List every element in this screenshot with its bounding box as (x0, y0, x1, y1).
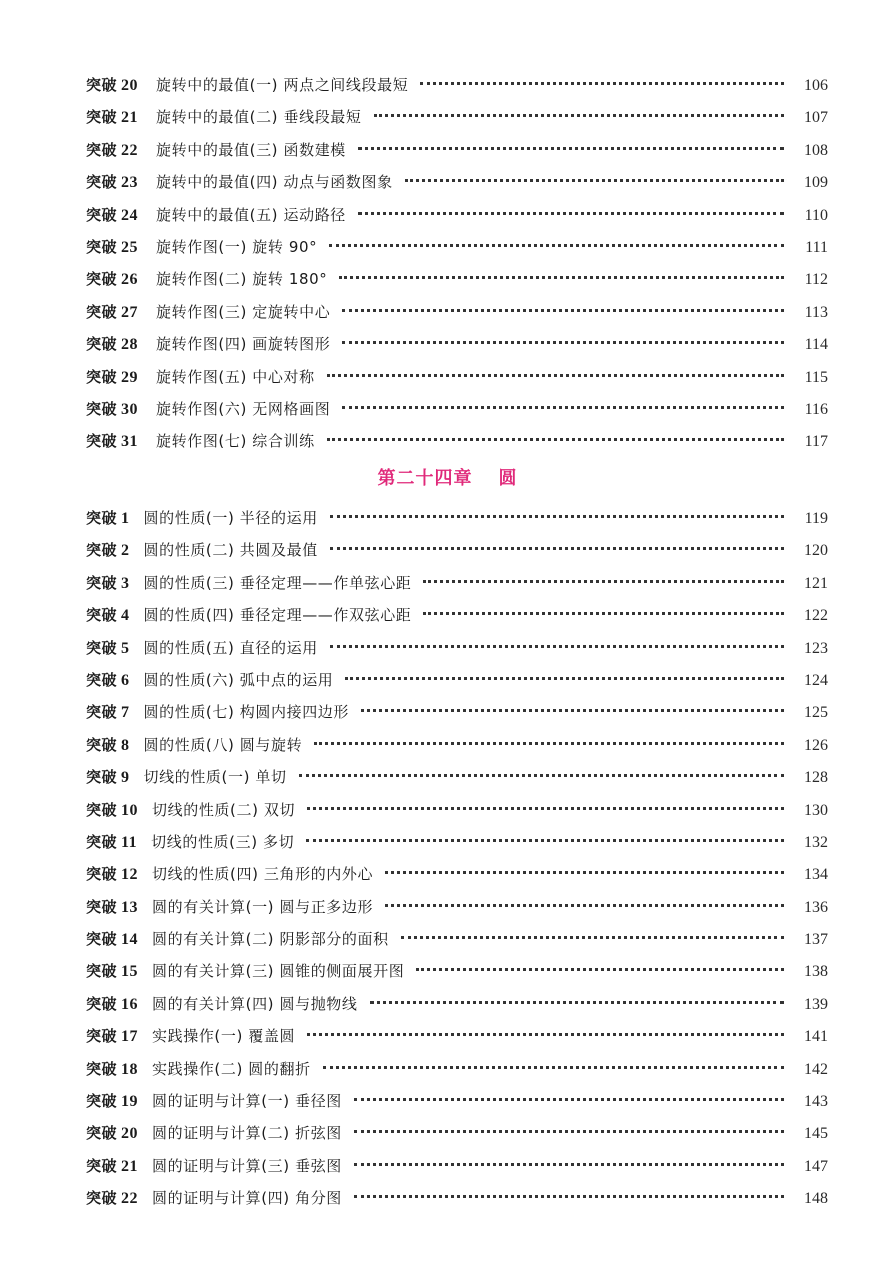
entry-page-number: 115 (804, 368, 828, 386)
toc-entry[interactable] (86, 1150, 828, 1182)
entry-page-number: 137 (804, 931, 828, 949)
chapter-number-label: 第二十四章 (377, 468, 473, 489)
toc-entry[interactable] (86, 794, 828, 826)
entry-title: 旋转中的最值(五) 运动路径 (156, 205, 346, 224)
dot-leader (307, 1033, 784, 1036)
toc-section-rotation (86, 69, 828, 458)
chapter-heading (0, 464, 895, 490)
dot-leader (327, 374, 784, 377)
entry-label-text: 突破 (86, 509, 118, 527)
entry-title: 切线的性质(二) 双切 (152, 800, 296, 819)
entry-page-number: 141 (804, 1028, 828, 1046)
entry-label (86, 199, 138, 232)
entry-label (86, 729, 130, 762)
dot-leader (314, 742, 784, 745)
entry-number: 11 (121, 833, 138, 851)
entry-label-text: 突破 (86, 541, 118, 560)
toc-entry[interactable] (86, 502, 828, 534)
entry-title: 圆的有关计算(四) 圆与抛物线 (152, 994, 358, 1013)
dot-leader (330, 547, 784, 550)
entry-label-text: 突破 (86, 703, 118, 722)
dot-leader (323, 1066, 784, 1069)
entry-label-text: 突破 (86, 930, 118, 949)
toc-entry[interactable] (86, 955, 828, 987)
entry-label-text: 突破 (86, 108, 118, 127)
entry-page-number: 114 (804, 336, 828, 354)
entry-label-text: 突破 (86, 994, 118, 1013)
entry-label (86, 425, 138, 458)
dot-leader (423, 612, 784, 615)
toc-entry[interactable] (86, 166, 828, 198)
entry-label-text: 突破 (86, 173, 118, 192)
entry-title: 圆的性质(五) 直径的运用 (143, 638, 318, 657)
entry-title: 切线的性质(一) 单切 (143, 768, 287, 787)
entry-number: 15 (121, 963, 139, 981)
dot-leader (370, 1001, 785, 1004)
toc-entry[interactable] (86, 393, 828, 425)
dot-leader (342, 341, 784, 344)
entry-page-number: 121 (804, 574, 828, 592)
entry-label-text: 突破 (86, 606, 118, 625)
entry-page-number: 148 (804, 1190, 828, 1208)
dot-leader (330, 645, 784, 648)
entry-title: 旋转作图(四) 画旋转图形 (156, 335, 331, 354)
entry-page-number: 130 (804, 801, 828, 819)
entry-number: 21 (121, 1157, 139, 1175)
entry-number: 8 (121, 736, 130, 754)
entry-number: 7 (121, 704, 130, 722)
dot-leader (423, 580, 784, 583)
entry-number: 2 (121, 542, 130, 560)
dot-leader (299, 774, 784, 777)
entry-page-number: 142 (804, 1060, 828, 1078)
entry-page-number: 125 (804, 704, 828, 722)
entry-number: 14 (121, 931, 139, 949)
entry-number: 20 (121, 77, 139, 94)
entry-number: 9 (121, 769, 130, 787)
entry-page-number: 113 (804, 303, 828, 321)
entry-number: 16 (121, 995, 139, 1013)
toc-entry[interactable] (86, 534, 828, 566)
entry-label-text: 突破 (86, 1189, 118, 1208)
entry-title: 旋转作图(二) 旋转 180° (156, 270, 328, 289)
entry-label (86, 231, 138, 264)
entry-label (86, 988, 138, 1021)
entry-number: 4 (121, 607, 130, 625)
entry-number: 13 (121, 898, 139, 916)
entry-label (86, 534, 130, 567)
toc-entry[interactable] (86, 1020, 828, 1052)
entry-label-text: 突破 (86, 367, 118, 386)
entry-page-number: 120 (804, 542, 828, 560)
entry-page-number: 128 (804, 769, 828, 787)
toc-entry[interactable] (86, 134, 828, 166)
entry-page-number: 122 (804, 607, 828, 625)
entry-label (86, 166, 138, 199)
toc-entry[interactable] (86, 923, 828, 955)
entry-page-number: 123 (804, 639, 828, 657)
toc-entry[interactable] (86, 858, 828, 890)
entry-label-text: 突破 (86, 768, 118, 787)
entry-page-number: 138 (804, 963, 828, 981)
entry-label-text: 突破 (86, 205, 118, 224)
entry-number: 3 (121, 574, 130, 592)
dot-leader (361, 709, 784, 712)
entry-label (86, 296, 138, 329)
entry-number: 27 (121, 303, 139, 321)
entry-number: 18 (121, 1060, 139, 1078)
entry-page-number: 111 (805, 238, 828, 256)
entry-label (86, 664, 130, 697)
toc-entry[interactable] (86, 632, 828, 664)
entry-page-number: 124 (804, 671, 828, 689)
dot-leader (385, 904, 784, 907)
entry-label (86, 599, 130, 632)
dot-leader (307, 807, 784, 810)
entry-number: 26 (121, 271, 139, 289)
entry-label-text: 突破 (86, 335, 118, 354)
entry-page-number: 119 (804, 510, 828, 527)
entry-label-text: 突破 (86, 735, 118, 754)
entry-number: 1 (121, 510, 130, 527)
entry-label-text: 突破 (86, 1027, 118, 1046)
entry-number: 24 (121, 206, 139, 224)
entry-title: 圆的有关计算(二) 阴影部分的面积 (152, 930, 389, 949)
entry-title: 旋转中的最值(四) 动点与函数图象 (156, 173, 393, 192)
dot-leader (374, 114, 785, 117)
toc-entry[interactable] (86, 296, 828, 328)
entry-page-number: 108 (804, 141, 828, 159)
entry-title: 旋转中的最值(二) 垂线段最短 (156, 108, 362, 127)
entry-label (86, 955, 138, 988)
dot-leader (354, 1163, 784, 1166)
entry-page-number: 139 (804, 995, 828, 1013)
entry-title: 旋转作图(三) 定旋转中心 (156, 302, 331, 321)
entry-title: 旋转作图(一) 旋转 90° (156, 237, 318, 256)
toc-entry[interactable] (86, 231, 828, 263)
dot-leader (354, 1098, 784, 1101)
entry-label (86, 134, 138, 167)
entry-number: 22 (121, 1190, 139, 1208)
entry-label (86, 891, 138, 924)
entry-title: 旋转中的最值(一) 两点之间线段最短 (156, 76, 409, 94)
entry-page-number: 117 (804, 433, 828, 451)
entry-label (86, 502, 130, 535)
entry-page-number: 145 (804, 1125, 828, 1143)
entry-title: 切线的性质(三) 多切 (151, 832, 295, 851)
toc-entry[interactable] (86, 69, 828, 101)
entry-title: 圆的性质(六) 弧中点的运用 (143, 670, 334, 689)
entry-number: 28 (121, 336, 139, 354)
toc-entry[interactable] (86, 1053, 828, 1085)
entry-number: 22 (121, 141, 139, 159)
entry-number: 20 (121, 1125, 139, 1143)
entry-label (86, 101, 138, 134)
entry-page-number: 143 (804, 1093, 828, 1111)
entry-label-text: 突破 (86, 399, 118, 418)
entry-number: 5 (121, 639, 130, 657)
entry-title: 实践操作(一) 覆盖圆 (152, 1027, 296, 1046)
entry-page-number: 112 (804, 271, 828, 289)
dot-leader (358, 212, 784, 215)
dot-leader (385, 871, 784, 874)
entry-number: 31 (121, 433, 139, 451)
entry-label (86, 632, 130, 665)
entry-number: 30 (121, 400, 139, 418)
entry-title: 圆的证明与计算(二) 折弦图 (152, 1124, 342, 1143)
dot-leader (342, 309, 784, 312)
entry-label (86, 69, 138, 102)
entry-title: 实践操作(二) 圆的翻折 (152, 1059, 311, 1078)
entry-label (86, 761, 130, 794)
entry-number: 6 (121, 671, 130, 689)
entry-number: 25 (121, 238, 139, 256)
entry-label (86, 794, 138, 827)
dot-leader (339, 276, 784, 279)
entry-page-number: 126 (804, 736, 828, 754)
dot-leader (329, 244, 784, 247)
toc-entry[interactable] (86, 988, 828, 1020)
entry-title: 圆的证明与计算(四) 角分图 (152, 1189, 342, 1208)
dot-leader (342, 406, 784, 409)
toc-entry[interactable] (86, 361, 828, 393)
entry-title: 圆的性质(八) 圆与旋转 (143, 735, 303, 754)
dot-leader (416, 968, 784, 971)
toc-entry[interactable] (86, 199, 828, 231)
toc-entry[interactable] (86, 101, 828, 133)
entry-label-text: 突破 (86, 832, 118, 851)
dot-leader (401, 936, 784, 939)
entry-label-text: 突破 (86, 270, 118, 289)
entry-label (86, 328, 138, 361)
entry-title: 旋转作图(五) 中心对称 (156, 367, 315, 386)
toc-entry[interactable] (86, 567, 828, 599)
toc-entry[interactable] (86, 263, 828, 295)
entry-label-text: 突破 (86, 865, 118, 884)
entry-title: 圆的性质(一) 半径的运用 (143, 509, 318, 527)
entry-title: 圆的性质(四) 垂径定理——作双弦心距 (143, 606, 412, 625)
entry-label-text: 突破 (86, 432, 118, 451)
entry-title: 圆的有关计算(一) 圆与正多边形 (152, 897, 374, 916)
entry-page-number: 110 (804, 206, 828, 224)
entry-label (86, 1053, 138, 1086)
entry-page-number: 136 (804, 898, 828, 916)
entry-label (86, 1150, 138, 1183)
entry-label (86, 393, 138, 426)
entry-title: 旋转作图(七) 综合训练 (156, 432, 315, 451)
dot-leader (327, 438, 784, 441)
entry-label-text: 突破 (86, 670, 118, 689)
entry-number: 21 (121, 109, 139, 127)
entry-number: 10 (121, 801, 139, 819)
entry-label-text: 突破 (86, 1092, 118, 1111)
toc-entry[interactable] (86, 696, 828, 728)
entry-number: 19 (121, 1093, 139, 1111)
chapter-name: 圆 (498, 468, 518, 489)
entry-label-text: 突破 (86, 237, 118, 256)
entry-label (86, 858, 138, 891)
entry-page-number: 107 (804, 109, 828, 127)
toc-section-circle (86, 502, 828, 1215)
entry-label (86, 1020, 138, 1053)
entry-label-text: 突破 (86, 302, 118, 321)
entry-label-text: 突破 (86, 962, 118, 981)
entry-title: 圆的证明与计算(一) 垂径图 (152, 1092, 342, 1111)
entry-title: 圆的性质(二) 共圆及最值 (143, 541, 318, 560)
dot-leader (354, 1195, 784, 1198)
toc-entry[interactable] (86, 826, 828, 858)
entry-title: 圆的有关计算(三) 圆锥的侧面展开图 (152, 962, 405, 981)
entry-label-text: 突破 (86, 573, 118, 592)
entry-label (86, 567, 130, 600)
entry-title: 旋转中的最值(三) 函数建模 (156, 140, 346, 159)
entry-label (86, 361, 138, 394)
toc-entry[interactable] (86, 664, 828, 696)
entry-label (86, 696, 130, 729)
entry-label-text: 突破 (86, 76, 118, 94)
entry-number: 23 (121, 174, 139, 192)
entry-page-number: 134 (804, 866, 828, 884)
toc-entry[interactable] (86, 891, 828, 923)
dot-leader (306, 839, 784, 842)
dot-leader (354, 1130, 784, 1133)
toc-entry[interactable] (86, 599, 828, 631)
entry-title: 圆的性质(七) 构圆内接四边形 (143, 703, 349, 722)
entry-title: 圆的证明与计算(三) 垂弦图 (152, 1156, 342, 1175)
entry-label (86, 1182, 138, 1215)
dot-leader (405, 179, 784, 182)
entry-label (86, 263, 138, 296)
toc-entry[interactable] (86, 761, 828, 793)
entry-label-text: 突破 (86, 140, 118, 159)
toc-entry[interactable] (86, 328, 828, 360)
entry-label (86, 923, 138, 956)
toc-entry[interactable] (86, 1182, 828, 1214)
toc-entry[interactable] (86, 1117, 828, 1149)
dot-leader (358, 147, 784, 150)
entry-label (86, 826, 137, 859)
entry-label-text: 突破 (86, 800, 118, 819)
toc-entry[interactable] (86, 729, 828, 761)
entry-page-number: 116 (804, 400, 828, 418)
toc-entry[interactable] (86, 425, 828, 457)
entry-label (86, 1117, 138, 1150)
entry-label-text: 突破 (86, 897, 118, 916)
entry-label (86, 1085, 138, 1118)
entry-label-text: 突破 (86, 638, 118, 657)
entry-number: 29 (121, 368, 139, 386)
entry-label-text: 突破 (86, 1059, 118, 1078)
dot-leader (345, 677, 784, 680)
toc-entry[interactable] (86, 1085, 828, 1117)
entry-title: 旋转作图(六) 无网格画图 (156, 399, 331, 418)
dot-leader (420, 82, 784, 85)
entry-title: 圆的性质(三) 垂径定理——作单弦心距 (143, 573, 412, 592)
entry-page-number: 109 (804, 174, 828, 192)
entry-title: 切线的性质(四) 三角形的内外心 (152, 865, 374, 884)
entry-page-number: 147 (804, 1157, 828, 1175)
entry-page-number: 132 (804, 833, 828, 851)
entry-page-number: 106 (804, 77, 828, 94)
entry-number: 17 (121, 1028, 139, 1046)
entry-label-text: 突破 (86, 1124, 118, 1143)
dot-leader (330, 515, 784, 518)
entry-number: 12 (121, 866, 139, 884)
entry-label-text: 突破 (86, 1156, 118, 1175)
